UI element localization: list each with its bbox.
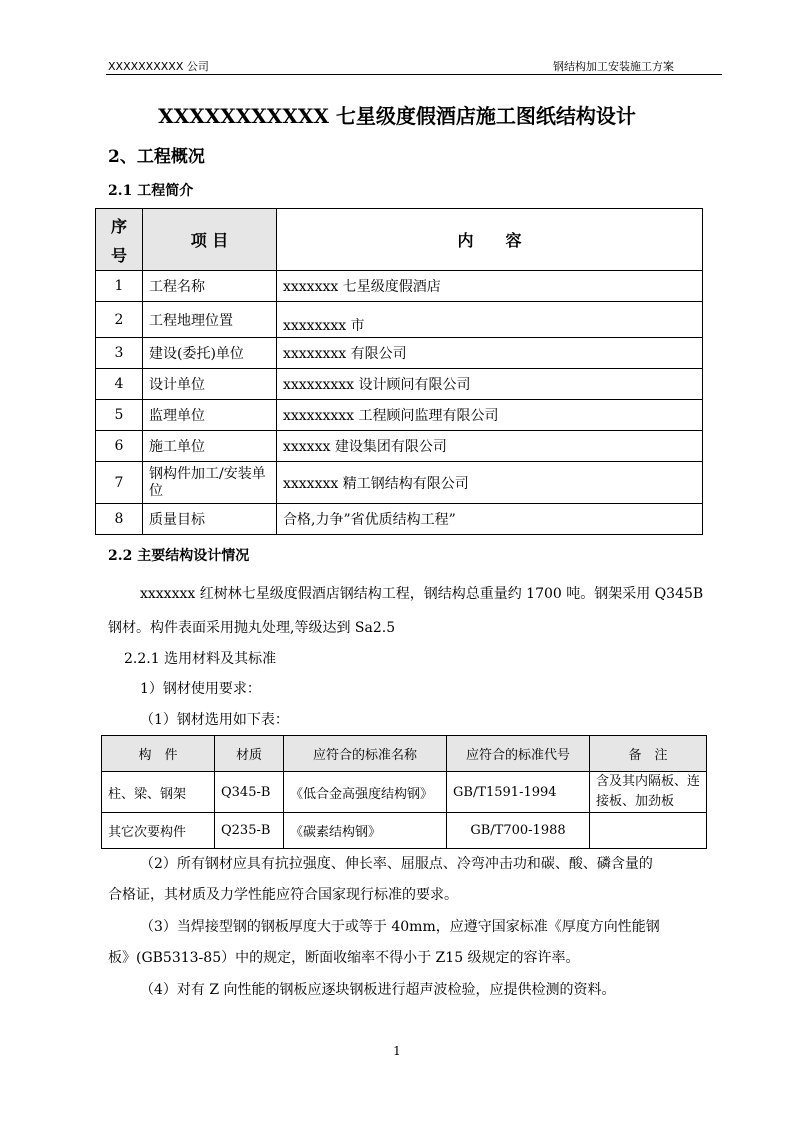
document-title: XXXXXXXXXXX 七星级度假酒店施工图纸结构设计 (158, 104, 636, 128)
row-no: 1 (96, 271, 143, 302)
table-row (102, 772, 707, 813)
cell-part: 其它次要构件 (102, 813, 215, 849)
row-content: xxxxxxx 精工钢结构有限公司 (277, 462, 703, 504)
list-item: 1）钢材使用要求： (140, 681, 261, 697)
table-row (96, 504, 703, 535)
table-row (96, 369, 703, 400)
section-heading: 2、工程概况 (108, 147, 205, 167)
row-no: 2 (96, 302, 143, 338)
subsection-heading: 2.1 工程简介 (108, 183, 194, 199)
row-content: xxxxxxxxx 工程顾问监理有限公司 (277, 400, 703, 431)
cell-part: 柱、梁、钢架 (102, 772, 215, 813)
header-std-code: 应符合的标准代号 (447, 736, 590, 772)
row-no: 6 (96, 431, 143, 462)
project-overview-table (95, 208, 703, 535)
table-header-row (96, 209, 703, 271)
header-no (96, 209, 143, 271)
cell-note: 含及其内隔板、连接板、加劲板 (590, 772, 707, 813)
header-item: 项 目 (143, 209, 277, 271)
row-item: 施工单位 (143, 431, 277, 462)
cell-std-code: GB/T1591-1994 (447, 772, 590, 813)
row-no: 4 (96, 369, 143, 400)
header-doc-title: 钢结构加工安装施工方案 (553, 60, 674, 73)
row-item: 建设(委托)单位 (143, 338, 277, 369)
table-row (96, 400, 703, 431)
row-content: xxxxxx 建设集团有限公司 (277, 431, 703, 462)
table-header-row (102, 736, 707, 772)
paragraph: 合格证，其材质及力学性能应符合国家现行标准的要求。 (108, 887, 458, 903)
row-no: 8 (96, 504, 143, 535)
paragraph: （3）当焊接型钢的钢板厚度大于或等于 40mm，应遵守国家标准《厚度方向性能钢 (140, 919, 660, 935)
table-row (96, 431, 703, 462)
clause-heading: 2.2.1 选用材料及其标准 (124, 651, 277, 667)
table-row (96, 338, 703, 369)
row-content: 合格,力争”省优质结构工程” (277, 504, 703, 535)
paragraph: 钢材。构件表面采用抛丸处理,等级达到 Sa2.5 (108, 620, 396, 636)
header-company: XXXXXXXXXX 公司 (108, 60, 209, 73)
row-content: xxxxxxxxx 设计顾问有限公司 (277, 369, 703, 400)
header-part: 构 件 (102, 736, 215, 772)
cell-std-name: 《低合金高强度结构钢》 (284, 772, 447, 813)
row-item: 设计单位 (143, 369, 277, 400)
subsection-heading: 2.2 主要结构设计情况 (108, 548, 250, 564)
row-item: 钢构件加工/安装单位 (143, 462, 277, 504)
paragraph: 板》(GB5313-85）中的规定，断面收缩率不得小于 Z15 级规定的容许率。 (108, 950, 580, 966)
table-row (102, 813, 707, 849)
row-content: xxxxxxxx 市 (277, 302, 703, 338)
row-content: xxxxxxxx 有限公司 (277, 338, 703, 369)
table-row (96, 462, 703, 504)
row-item: 工程地理位置 (143, 302, 277, 338)
steel-material-table (101, 735, 707, 849)
cell-material: Q235-B (215, 813, 284, 849)
cell-material: Q345-B (215, 772, 284, 813)
table-row (96, 271, 703, 302)
page-number: 1 (393, 1044, 401, 1058)
table-row (96, 302, 703, 338)
row-no: 5 (96, 400, 143, 431)
list-item: （1）钢材选用如下表： (140, 712, 289, 728)
paragraph: （2）所有钢材应具有抗拉强度、伸长率、屈服点、冷弯冲击功和碳、酸、磷含量的 (140, 856, 653, 872)
cell-std-name: 《碳素结构钢》 (284, 813, 447, 849)
header-content: 内 容 (277, 209, 703, 271)
row-item: 工程名称 (143, 271, 277, 302)
page-header (106, 56, 722, 75)
cell-std-code: GB/T700-1988 (447, 813, 590, 849)
row-item: 质量目标 (143, 504, 277, 535)
header-no-line1: 序 (110, 216, 127, 236)
row-no: 7 (96, 462, 143, 504)
paragraph: xxxxxxx 红树林七星级度假酒店钢结构工程，钢结构总重量约 1700 吨。钢架采用 Q345B (140, 586, 704, 602)
row-item: 监理单位 (143, 400, 277, 431)
header-std-name: 应符合的标准名称 (284, 736, 447, 772)
row-no: 3 (96, 338, 143, 369)
header-no-line2: 号 (110, 245, 127, 265)
cell-note (590, 813, 707, 849)
header-note: 备 注 (590, 736, 707, 772)
row-content: xxxxxxx 七星级度假酒店 (277, 271, 703, 302)
paragraph: （4）对有 Z 向性能的钢板应逐块钢板进行超声波检验，应提供检测的资料。 (140, 982, 616, 998)
header-material: 材质 (215, 736, 284, 772)
